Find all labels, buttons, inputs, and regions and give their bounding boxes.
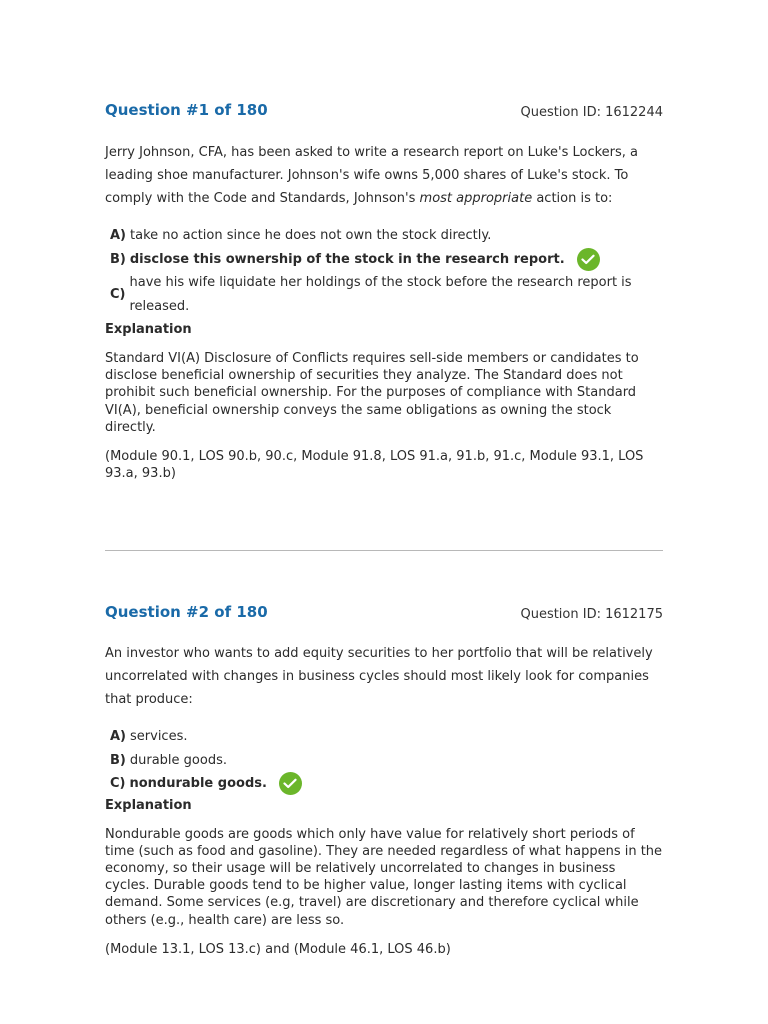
option-text: disclose this ownership of the stock in the research report. [129,251,565,267]
option-text: take no action since he does not own the stock directly. [130,228,492,243]
option-a [110,224,663,248]
option-letter: B) [110,752,126,768]
checkmark-circle-icon [577,248,600,271]
question-header [105,101,663,127]
question-stem-text-end: action is to: [532,191,613,206]
checkmark-circle-icon [279,772,302,795]
question-title: Question #1 of 180 [105,101,268,119]
question-header [105,603,663,629]
question-stem [105,141,663,210]
option-c [110,772,663,796]
question-1 [105,101,663,482]
answer-options [105,224,663,319]
option-letter: A) [110,729,127,744]
question-title: Question #2 of 180 [105,603,268,621]
option-letter: A) [110,228,127,243]
explanation-text: Standard VI(A) Disclosure of Conflicts requires sell-side members or candidates to disclose beneficial ownership of securities they analyze. The Standard does not prohibit such beneficial ownership. For the purposes of compliance with Standard VI(A), beneficial ownership conveys the same obligations as owning the stock directly. [105,351,639,435]
question-divider [105,550,663,551]
question-id: Question ID: 1612244 [520,105,663,120]
option-text: nondurable goods. [129,776,267,791]
question-stem-emphasis: most appropriate [419,191,533,206]
option-c [110,271,663,319]
option-letter: B) [110,251,126,267]
option-letter: C) [110,776,126,791]
option-a [110,725,663,749]
question-stem: An investor who wants to add equity securities to her portfolio that will be relatively uncorrelated with changes in business cycles should most likely look for companies that produce: [105,646,653,707]
los-references: (Module 13.1, LOS 13.c) and (Module 46.1, LOS 46.b) [105,941,451,957]
los-references: (Module 90.1, LOS 90.b, 90.c, Module 91.8, LOS 91.a, 91.b, 91.c, Module 93.1, LOS 93.a, 93.b) [105,449,644,482]
question-id: Question ID: 1612175 [520,607,663,622]
question-2 [105,603,663,958]
option-b [110,749,663,773]
option-text: have his wife liquidate her holdings of the stock before the research report is released. [129,275,632,314]
question-stem-text: Jerry Johnson, CFA, has been asked to write a research report on Luke's Lockers, a leading shoe manufacturer. Johnson's wife owns 5,000 shares of Luke's stock. To comply with the Code and Standards, Johnson's [105,145,639,206]
option-b [110,248,663,272]
explanation-label: Explanation [105,322,192,337]
explanation-label: Explanation [105,797,192,813]
option-text: durable goods. [129,752,227,768]
option-text: services. [130,729,188,744]
explanation-text: Nondurable goods are goods which only have value for relatively short periods of time (such as food and gasoline). They are needed regardless of what happens in the economy, so their usage will be relatively uncorrelated to changes in business cycles. Durable goods tend to be higher value, longer lasting items with cyclical demand. Some services (e.g, travel) are discretionary and therefore cyclical while others (e.g., health care) are less so. [105,826,663,928]
answer-options [105,725,663,796]
option-letter: C) [110,287,126,303]
